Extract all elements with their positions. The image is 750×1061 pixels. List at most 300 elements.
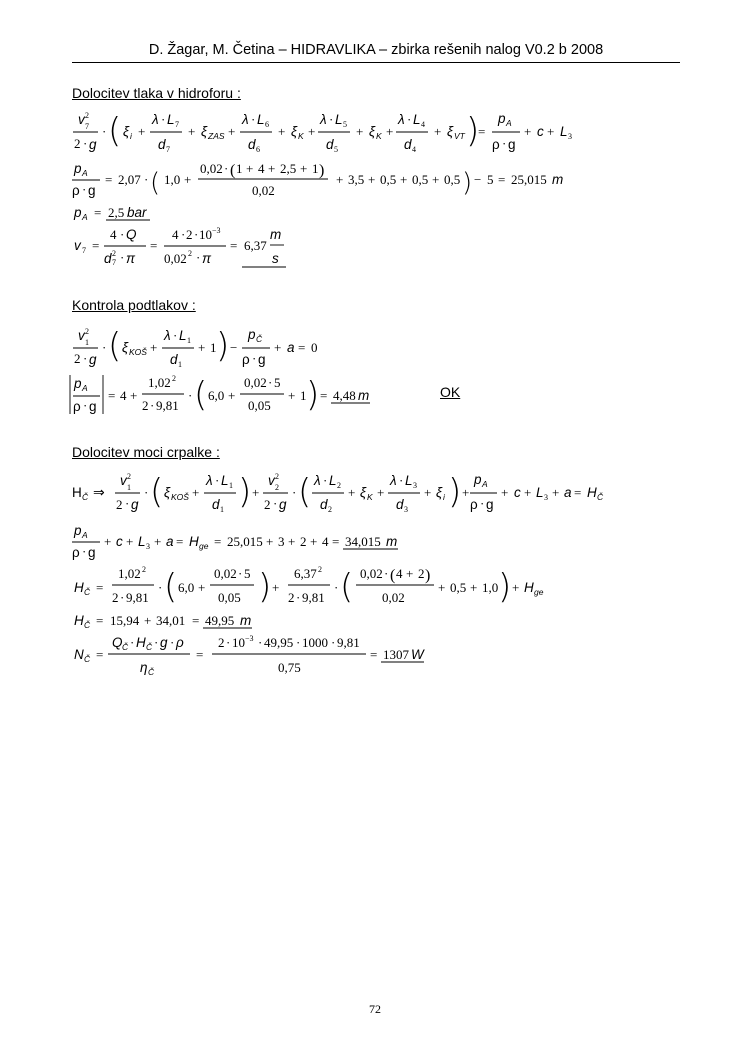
svg-text:(: (	[230, 162, 236, 179]
svg-text:·: ·	[480, 496, 485, 511]
svg-text:K: K	[376, 131, 382, 141]
svg-text:·: ·	[150, 398, 155, 413]
svg-text:W: W	[411, 647, 424, 662]
svg-text:0,02: 0,02	[360, 566, 383, 581]
svg-text:2: 2	[218, 635, 225, 650]
svg-text:1: 1	[229, 481, 233, 490]
svg-text:Č: Č	[597, 492, 604, 502]
svg-text:−3: −3	[212, 226, 221, 235]
svg-text:L: L	[257, 112, 265, 127]
svg-text:+: +	[268, 161, 276, 176]
svg-text:d: d	[320, 497, 328, 512]
svg-text:=: =	[108, 388, 116, 403]
svg-text:+: +	[138, 124, 146, 139]
svg-text:m: m	[270, 227, 282, 242]
svg-text:H: H	[72, 485, 82, 500]
svg-text:4: 4	[172, 227, 179, 242]
svg-text:L: L	[413, 112, 421, 127]
header-rule	[72, 62, 680, 63]
svg-text:ξ: ξ	[122, 340, 129, 355]
svg-text:+: +	[198, 340, 206, 355]
svg-text:+: +	[272, 580, 280, 595]
svg-text:+: +	[308, 124, 316, 139]
equation-pressure-general	[60, 104, 620, 156]
svg-text:2: 2	[318, 565, 322, 574]
svg-text:+: +	[348, 485, 356, 500]
svg-text:+: +	[228, 388, 236, 403]
svg-text:4: 4	[421, 120, 425, 129]
svg-text:4: 4	[322, 534, 329, 549]
svg-text:·: ·	[83, 398, 88, 413]
svg-text:2,5: 2,5	[280, 161, 297, 176]
svg-text:L: L	[329, 473, 337, 488]
svg-text:c: c	[116, 534, 123, 549]
svg-text:5: 5	[487, 172, 494, 187]
svg-text:·: ·	[226, 635, 231, 650]
svg-text:m: m	[552, 172, 564, 187]
svg-text:3,5: 3,5	[348, 172, 365, 187]
svg-text:5: 5	[244, 566, 251, 581]
svg-text:0,05: 0,05	[248, 398, 271, 413]
svg-text:2: 2	[112, 590, 119, 605]
svg-text:=: =	[230, 238, 238, 253]
svg-text:2: 2	[188, 249, 192, 258]
svg-text:1000: 1000	[302, 635, 328, 650]
svg-text:0,5: 0,5	[380, 172, 397, 187]
svg-text:=: =	[150, 238, 158, 253]
svg-text:2: 2	[127, 472, 131, 481]
svg-text:v: v	[74, 238, 81, 253]
svg-text:6,0: 6,0	[208, 388, 225, 403]
svg-text:7: 7	[112, 258, 116, 267]
svg-text:+: +	[252, 485, 260, 500]
svg-text:ρ: ρ	[470, 497, 478, 512]
svg-text:3: 3	[413, 481, 417, 490]
svg-text:ξ: ξ	[436, 485, 443, 500]
svg-text:ρ: ρ	[492, 137, 500, 152]
svg-text:i: i	[443, 492, 445, 502]
svg-text:2: 2	[116, 497, 123, 512]
svg-text:·: ·	[125, 496, 130, 511]
svg-text:ξ: ξ	[123, 124, 130, 139]
svg-text:p: p	[74, 376, 82, 391]
svg-text:·: ·	[144, 172, 149, 187]
svg-text:4: 4	[412, 145, 416, 154]
svg-text:·: ·	[258, 635, 263, 650]
section-heading-pressure: Dolocitev tlaka v hidroforu :	[72, 85, 241, 101]
svg-text:2: 2	[142, 565, 146, 574]
svg-text:·: ·	[161, 112, 166, 127]
svg-text:): )	[216, 326, 230, 366]
svg-text:·: ·	[323, 473, 328, 488]
svg-text:m: m	[240, 613, 252, 628]
svg-text:Č: Č	[146, 642, 153, 652]
svg-text:49,95: 49,95	[264, 635, 294, 650]
svg-text:34,01: 34,01	[156, 613, 186, 628]
svg-text:ρ: ρ	[176, 635, 184, 650]
svg-text:4,48: 4,48	[333, 388, 356, 403]
svg-text:2: 2	[275, 483, 279, 492]
svg-text:2: 2	[300, 534, 307, 549]
svg-text:L: L	[179, 328, 187, 343]
svg-text:+: +	[192, 485, 200, 500]
svg-text:(: (	[150, 472, 164, 512]
svg-text:+: +	[130, 388, 138, 403]
equation-Hc-general	[60, 468, 620, 518]
svg-text:7: 7	[175, 120, 179, 129]
svg-text:v: v	[268, 473, 275, 488]
svg-text:g: g	[508, 137, 516, 152]
svg-text:=: =	[370, 647, 378, 662]
svg-text:·: ·	[238, 566, 243, 581]
svg-text:+: +	[512, 580, 520, 595]
svg-text:3: 3	[278, 534, 285, 549]
svg-text:): )	[498, 567, 512, 607]
svg-text:·: ·	[399, 473, 404, 488]
svg-text:·: ·	[83, 351, 88, 366]
svg-text:1: 1	[210, 340, 217, 355]
svg-text:4: 4	[396, 566, 403, 581]
svg-text:v: v	[120, 473, 127, 488]
svg-text:K: K	[367, 492, 373, 502]
svg-text:H: H	[136, 635, 146, 650]
svg-text:Č: Č	[82, 492, 89, 502]
svg-text:1,0: 1,0	[482, 580, 499, 595]
svg-text:·: ·	[194, 227, 199, 242]
svg-text:ξ: ξ	[291, 124, 298, 139]
svg-text:0,02: 0,02	[200, 161, 223, 176]
section-heading-power: Dolocitev moci crpalke :	[72, 444, 220, 460]
svg-text:bar: bar	[127, 205, 147, 220]
svg-text:·: ·	[120, 250, 125, 265]
equation-Nc	[60, 634, 480, 680]
svg-text:·: ·	[83, 136, 88, 151]
svg-text:p: p	[74, 205, 82, 220]
svg-text:49,95: 49,95	[205, 613, 235, 628]
equation-vacuum-general	[60, 322, 380, 370]
svg-text:2: 2	[275, 472, 279, 481]
svg-text:+: +	[400, 172, 408, 187]
svg-text:H: H	[74, 613, 84, 628]
svg-text:2: 2	[337, 481, 341, 490]
svg-text:0,5: 0,5	[444, 172, 461, 187]
svg-text:g: g	[279, 497, 287, 512]
svg-text:d: d	[212, 497, 220, 512]
svg-text:L: L	[221, 473, 229, 488]
svg-text:+: +	[462, 485, 470, 500]
svg-text:9,81: 9,81	[337, 635, 360, 650]
svg-text:d: d	[158, 137, 166, 152]
svg-text:): )	[258, 567, 272, 607]
svg-text:KOŠ: KOŠ	[129, 347, 147, 357]
svg-text:Q: Q	[112, 635, 123, 650]
svg-text:A: A	[82, 383, 88, 393]
svg-text:2: 2	[418, 566, 425, 581]
svg-text:25,015: 25,015	[511, 172, 547, 187]
svg-text:0,02: 0,02	[164, 251, 187, 266]
svg-text:ge: ge	[199, 541, 209, 551]
svg-text:−: −	[230, 340, 238, 355]
svg-text:): )	[425, 567, 431, 584]
svg-text:2,5: 2,5	[108, 205, 125, 220]
svg-text:(: (	[108, 111, 122, 151]
svg-text:7: 7	[85, 122, 89, 131]
svg-text:(: (	[390, 567, 396, 584]
svg-text:+: +	[126, 534, 134, 549]
svg-text:g: g	[88, 545, 96, 560]
svg-text:+: +	[524, 485, 532, 500]
svg-text:ξ: ξ	[369, 124, 376, 139]
vacuum-check-ok: OK	[440, 384, 461, 400]
section-heading-vacuum: Kontrola podtlakov :	[72, 297, 196, 313]
svg-text:·: ·	[120, 227, 125, 242]
svg-text:·: ·	[188, 388, 193, 403]
svg-text:ρ: ρ	[72, 545, 80, 560]
svg-text:34,015: 34,015	[345, 534, 381, 549]
svg-text:+: +	[336, 172, 344, 187]
svg-text:p: p	[74, 523, 82, 538]
svg-text:H: H	[587, 485, 597, 500]
svg-text:2: 2	[74, 136, 81, 151]
svg-text:p: p	[474, 472, 482, 487]
svg-text:=: =	[92, 238, 100, 253]
svg-text:ρ: ρ	[242, 352, 250, 367]
svg-text:A: A	[82, 212, 88, 222]
svg-text:a: a	[166, 534, 174, 549]
svg-text:+: +	[104, 534, 112, 549]
svg-text:Č: Č	[84, 620, 91, 630]
svg-text:0,02: 0,02	[382, 590, 405, 605]
svg-text:A: A	[482, 479, 488, 489]
svg-text:i: i	[130, 131, 132, 141]
svg-text:ZAS: ZAS	[208, 131, 225, 141]
svg-text:1,02: 1,02	[148, 375, 171, 390]
svg-text:4: 4	[120, 388, 127, 403]
svg-text:=: =	[105, 172, 113, 187]
svg-text:m: m	[386, 534, 398, 549]
svg-text:a: a	[287, 340, 295, 355]
svg-text:0,75: 0,75	[278, 660, 301, 675]
svg-text:6,37: 6,37	[244, 238, 267, 253]
equation-Hge	[60, 520, 460, 562]
svg-text:·: ·	[251, 112, 256, 127]
svg-text:2,07: 2,07	[118, 172, 141, 187]
svg-text:·: ·	[502, 136, 507, 151]
svg-text:ge: ge	[534, 587, 544, 597]
svg-text:·: ·	[82, 544, 87, 559]
svg-text:K: K	[298, 131, 304, 141]
svg-text:·: ·	[130, 635, 135, 650]
svg-text:·: ·	[224, 161, 229, 176]
svg-text:(: (	[340, 567, 354, 607]
svg-text:m: m	[358, 388, 370, 403]
svg-text:9,81: 9,81	[302, 590, 325, 605]
svg-text:·: ·	[170, 635, 175, 650]
svg-text:2: 2	[288, 590, 295, 605]
page-number: 72	[369, 1002, 381, 1016]
svg-text:=: =	[94, 205, 102, 220]
svg-text:η: η	[140, 660, 148, 675]
svg-text:+: +	[524, 124, 532, 139]
svg-text:1: 1	[127, 483, 131, 492]
svg-text:+: +	[310, 534, 318, 549]
svg-text:+: +	[154, 534, 162, 549]
svg-text:π: π	[126, 251, 136, 266]
svg-text:=: =	[96, 613, 104, 628]
svg-text:0,5: 0,5	[412, 172, 429, 187]
svg-text:1: 1	[85, 338, 89, 347]
page-header: D. Žagar, M. Četina – HIDRAVLIKA – zbirka rešenih nalog V0.2 b 2008	[148, 42, 604, 58]
svg-text:+: +	[434, 124, 442, 139]
svg-text:): )	[466, 111, 480, 151]
svg-text:+: +	[266, 534, 274, 549]
svg-text:s: s	[272, 251, 279, 266]
svg-text:2: 2	[74, 351, 81, 366]
svg-text:(: (	[298, 472, 312, 512]
svg-text:2: 2	[112, 249, 116, 258]
svg-text:p: p	[498, 111, 506, 126]
svg-text:0,5: 0,5	[450, 580, 467, 595]
svg-text:6,37: 6,37	[294, 566, 317, 581]
svg-text:g: g	[486, 497, 494, 512]
equation-vacuum-numeric	[60, 372, 380, 418]
svg-text:5: 5	[334, 145, 338, 154]
svg-text:6: 6	[265, 120, 269, 129]
svg-text:L: L	[405, 473, 413, 488]
svg-text:⇒: ⇒	[93, 485, 105, 501]
equation-pressure-numeric	[60, 158, 620, 200]
svg-text:+: +	[246, 161, 254, 176]
svg-text:H: H	[189, 534, 199, 549]
svg-text:): )	[448, 472, 462, 512]
svg-text:L: L	[560, 124, 568, 139]
svg-text:·: ·	[407, 112, 412, 127]
svg-text:+: +	[278, 124, 286, 139]
svg-text:·: ·	[273, 496, 278, 511]
svg-text:g: g	[131, 497, 139, 512]
svg-text:1: 1	[187, 336, 191, 345]
svg-text:·: ·	[102, 124, 107, 139]
svg-text:(: (	[164, 567, 178, 607]
svg-text:L: L	[138, 534, 146, 549]
svg-text:+: +	[432, 172, 440, 187]
svg-text:+: +	[386, 124, 394, 139]
svg-text:=: =	[478, 124, 486, 139]
svg-text:Č: Č	[256, 334, 263, 344]
svg-text:λ: λ	[390, 473, 397, 488]
svg-text:2: 2	[186, 227, 193, 242]
svg-text:N: N	[74, 647, 84, 662]
svg-text:=: =	[176, 534, 184, 549]
svg-text:·: ·	[296, 635, 301, 650]
svg-text:H: H	[524, 580, 534, 595]
svg-text:1: 1	[178, 360, 182, 369]
svg-text:π: π	[202, 251, 212, 266]
svg-text:=: =	[214, 534, 222, 549]
svg-text:1,02: 1,02	[118, 566, 141, 581]
svg-text:): )	[319, 162, 325, 179]
svg-text:·: ·	[196, 250, 201, 265]
svg-text:0,02: 0,02	[252, 183, 275, 198]
svg-text:+: +	[274, 340, 282, 355]
svg-text:3: 3	[568, 132, 572, 141]
svg-text:·: ·	[158, 580, 163, 595]
svg-text:+: +	[552, 485, 560, 500]
svg-text:Č: Č	[122, 642, 129, 652]
svg-text:+: +	[188, 124, 196, 139]
svg-text:2: 2	[172, 374, 176, 383]
svg-text:+: +	[501, 485, 509, 500]
svg-text:9,81: 9,81	[126, 590, 149, 605]
svg-text:Č: Č	[84, 587, 91, 597]
svg-text:·: ·	[173, 328, 178, 343]
svg-text:1: 1	[300, 388, 307, 403]
svg-text:p: p	[74, 161, 82, 176]
svg-text:+: +	[406, 566, 414, 581]
svg-text:+: +	[424, 485, 432, 500]
svg-text:d: d	[404, 137, 412, 152]
svg-text:λ: λ	[320, 112, 327, 127]
svg-text:L: L	[536, 485, 544, 500]
svg-text:5: 5	[343, 120, 347, 129]
svg-text:d: d	[326, 137, 334, 152]
svg-text:·: ·	[292, 485, 297, 500]
svg-text:=: =	[320, 388, 328, 403]
svg-text:Q: Q	[126, 227, 137, 242]
svg-text:A: A	[506, 118, 512, 128]
svg-text:λ: λ	[314, 473, 321, 488]
svg-text:7: 7	[166, 145, 170, 154]
svg-text:2: 2	[85, 111, 89, 120]
svg-text:10: 10	[232, 635, 245, 650]
svg-text:0: 0	[311, 340, 318, 355]
svg-text:1: 1	[220, 505, 224, 514]
svg-text:Č: Č	[148, 667, 155, 677]
svg-text:+: +	[300, 161, 308, 176]
svg-text:3: 3	[404, 505, 408, 514]
svg-text:15,94: 15,94	[110, 613, 140, 628]
svg-text:·: ·	[120, 590, 125, 605]
equation-Hc-result	[60, 610, 320, 632]
svg-text:·: ·	[102, 340, 107, 355]
svg-text:·: ·	[215, 473, 220, 488]
svg-text:(: (	[108, 326, 122, 366]
svg-text:g: g	[258, 352, 266, 367]
svg-text:Č: Č	[84, 654, 91, 664]
svg-text:+: +	[368, 172, 376, 187]
svg-text:9,81: 9,81	[156, 398, 179, 413]
svg-text:2: 2	[142, 398, 149, 413]
svg-text:0,02: 0,02	[214, 566, 237, 581]
svg-text:6,0: 6,0	[178, 580, 195, 595]
svg-text:=: =	[96, 580, 104, 595]
equation-Hc-numeric	[60, 564, 544, 610]
svg-text:·: ·	[144, 485, 149, 500]
svg-text:c: c	[514, 485, 521, 500]
svg-text:g: g	[89, 399, 97, 414]
svg-text:λ: λ	[152, 112, 159, 127]
svg-text:λ: λ	[206, 473, 213, 488]
svg-text:=: =	[192, 613, 200, 628]
svg-text:=: =	[96, 647, 104, 662]
svg-text:·: ·	[329, 112, 334, 127]
svg-text:0,05: 0,05	[218, 590, 241, 605]
svg-text:·: ·	[268, 375, 273, 390]
svg-text:L: L	[335, 112, 343, 127]
svg-text:H: H	[74, 580, 84, 595]
svg-text:1,0: 1,0	[164, 172, 181, 187]
svg-text:d: d	[248, 137, 256, 152]
